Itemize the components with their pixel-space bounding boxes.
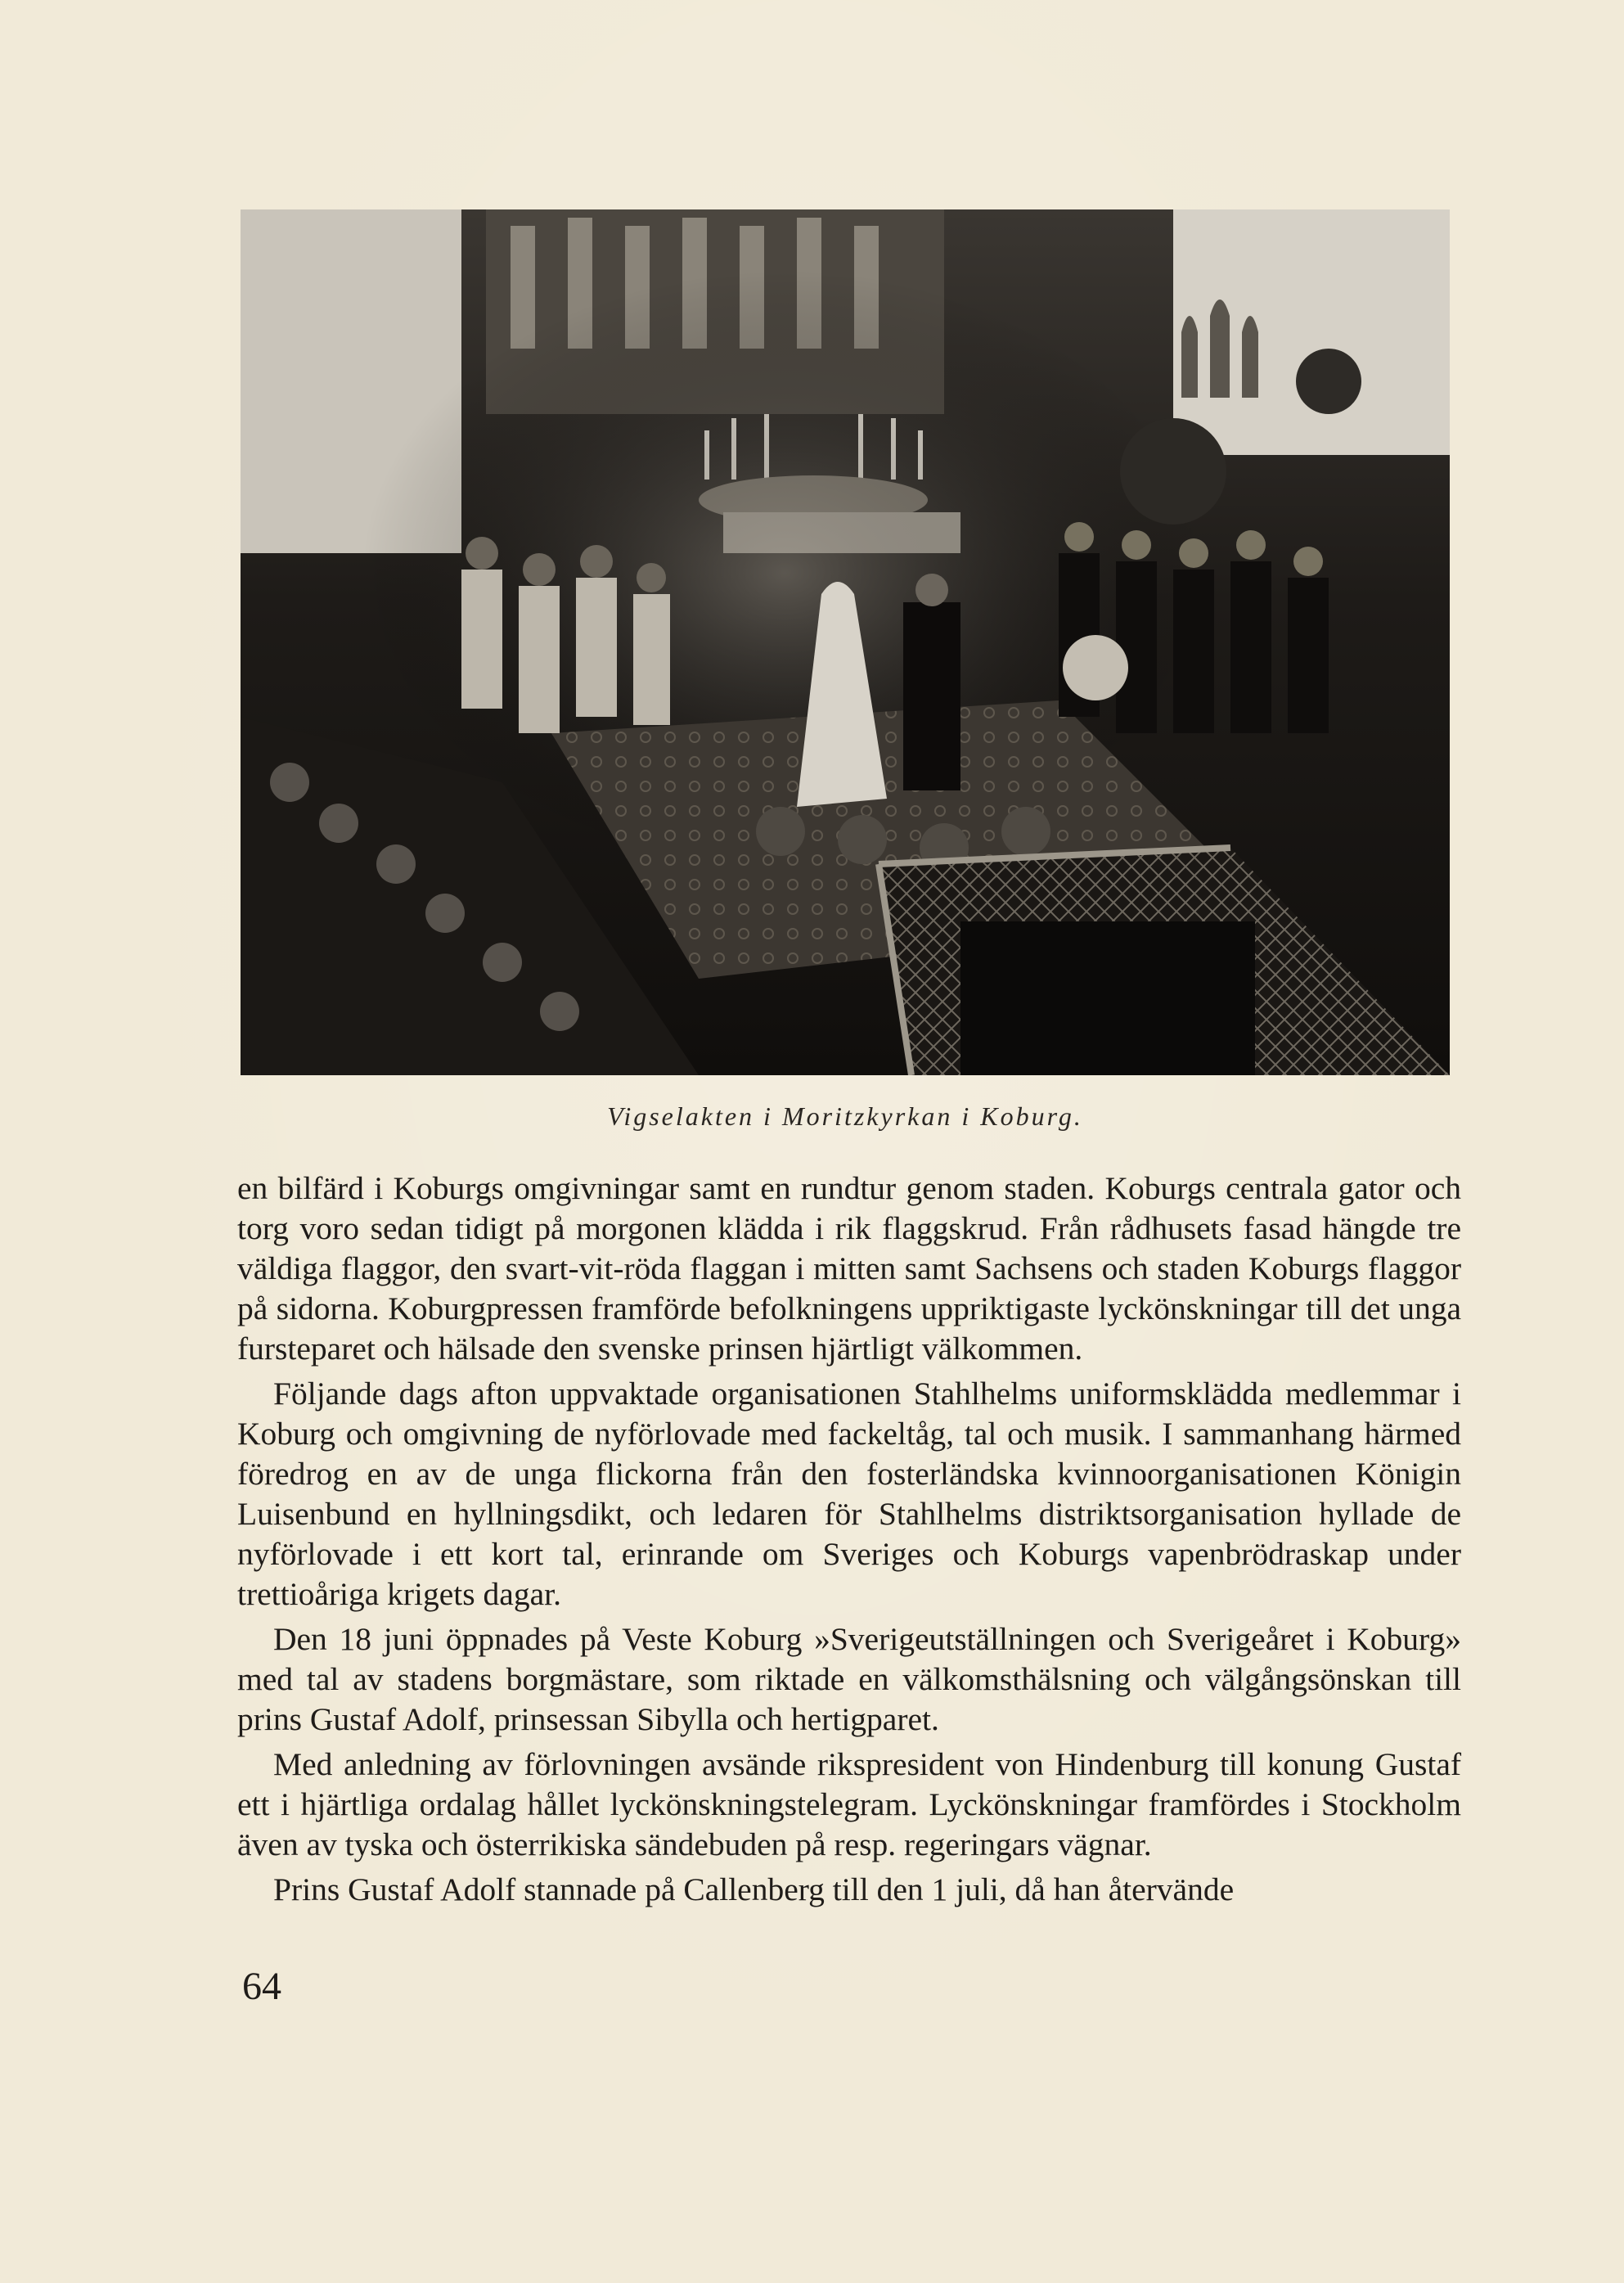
- page-number: 64: [242, 1965, 281, 2008]
- photo-caption: Vigselakten i Moritzkyrkan i Koburg.: [607, 1101, 1083, 1131]
- paragraph: en bilfärd i Koburgs omgivningar samt en rundtur genom staden. Koburgs centrala gator och torg voro sedan tidigt på morgonen klädda i rik flaggskrud. Från rådhusets fasad hängde tre väldiga flaggor, den svart-vit-röda flaggan i mitten samt Sachsens och staden Koburgs flaggor på sidorna. Koburgpressen framförde befolkningens uppriktigaste lyckönskningar till det unga fursteparet och hälsade den svenske prinsen hjärtligt välkommen.: [237, 1170, 1461, 1367]
- paragraph: Följande dags afton uppvaktade organisationen Stahlhelms uniformsklädda medlemmar i Koburg och omgivning de nyförlovade med fackeltåg, tal och musik. I sammanhang härmed föredrog en av de unga flickorna från den fosterländska kvinnoorganisationen Königin Luisenbund en hyllningsdikt, och ledaren för Stahlhelms distriktsorganisation hyllade de nyförlovade i ett kort tal, erinrande om Sveriges och Koburgs vapenbrödraskap under trettioåriga krigets dagar.: [237, 1376, 1461, 1612]
- paragraph: Den 18 juni öppnades på Veste Koburg »Sverigeutställningen och Sverigeåret i Koburg» med tal av stadens borgmästare, som riktade en välkomsthälsning och välgångsönskan till prins Gustaf Adolf, prinsessan Sibylla och hertigparet.: [237, 1621, 1461, 1737]
- wedding-ceremony-photo: [241, 209, 1450, 1075]
- body-text: [237, 1169, 1461, 1915]
- paragraph: Prins Gustaf Adolf stannade på Callenberg till den 1 juli, då han återvände: [273, 1871, 1235, 1907]
- paragraph: Med anledning av förlovningen avsände rikspresident von Hindenburg till konung Gustaf ett i hjärtliga ordalag hållet lyckönskningstelegram. Lyckönskningar framfördes i Stockholm även av tyska och österrikiska sändebuden på resp. regeringars vägnar.: [237, 1746, 1461, 1862]
